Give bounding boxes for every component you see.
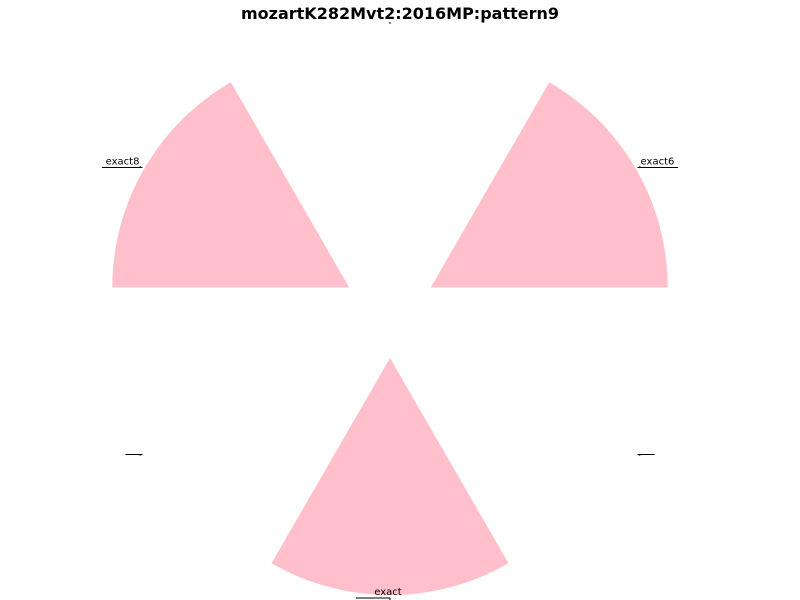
leader-line bbox=[125, 455, 141, 456]
pie-slice-exact6 bbox=[431, 82, 668, 287]
leader-line bbox=[639, 455, 655, 456]
pie-slice-exact8 bbox=[112, 82, 349, 287]
pie-slice-exact bbox=[272, 358, 509, 595]
chart-title: mozartK282Mvt2:2016MP:pattern9 bbox=[240, 4, 560, 23]
slice-label-exact8: exact8 bbox=[105, 156, 140, 168]
pie-slices bbox=[112, 82, 667, 595]
slice-label-exact6: exact6 bbox=[640, 156, 675, 168]
slice-label-exact: exact bbox=[374, 587, 402, 598]
